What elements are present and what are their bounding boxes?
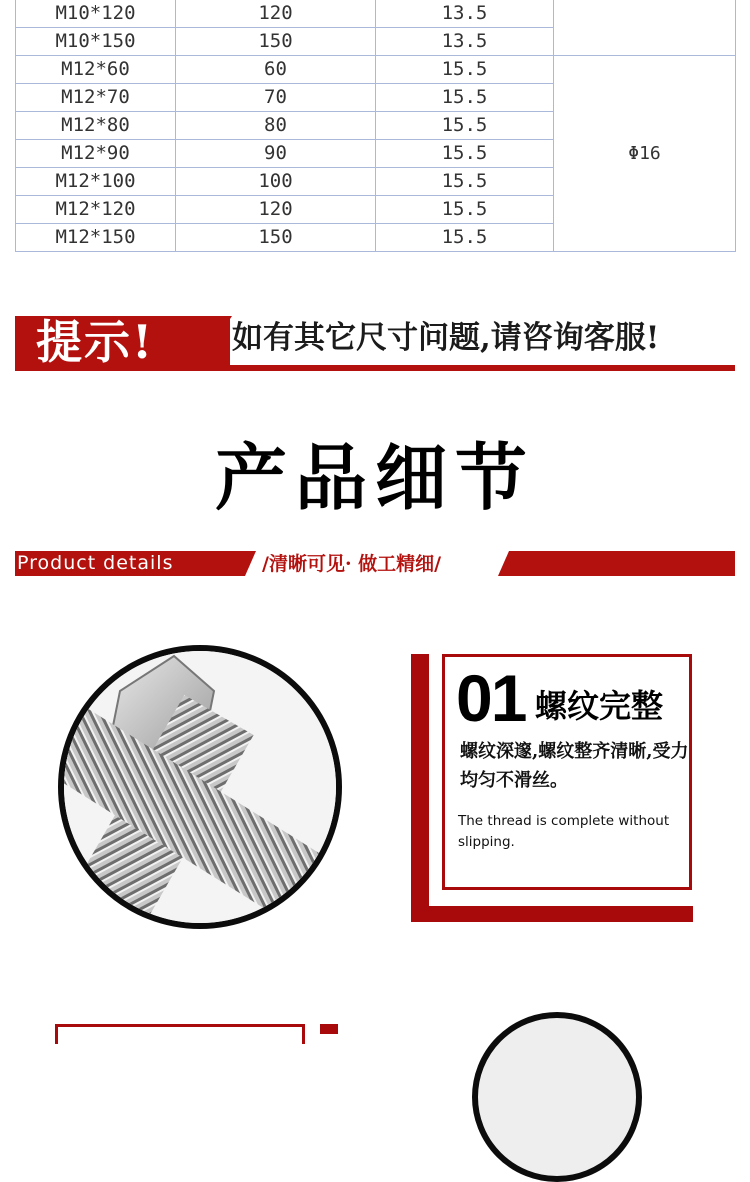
table-cell-head: 15.5 (376, 112, 554, 140)
feature-heading: 螺纹完整 (535, 687, 664, 725)
table-cell-model: M12*100 (16, 168, 176, 196)
table-cell-length: 70 (176, 84, 376, 112)
table-cell-model: M10*120 (16, 0, 176, 28)
bolt-thread-photo (58, 645, 342, 929)
details-bar-right-wedge (498, 551, 509, 576)
table-row (16, 0, 736, 28)
next-card-shadow (320, 1024, 338, 1034)
table-cell-model: M12*80 (16, 112, 176, 140)
table-cell-length: 100 (176, 168, 376, 196)
tip-banner-wedge (196, 316, 232, 371)
details-slogan: /清晰可见· 做工精细/ (262, 553, 442, 575)
table-cell-head: 15.5 (376, 56, 554, 84)
details-bar-left-wedge (245, 551, 256, 576)
table-cell-length: 60 (176, 56, 376, 84)
table-cell-length: 150 (176, 224, 376, 252)
tip-text: 如有其它尺寸问题,请咨询客服! (232, 320, 660, 356)
table-cell-note (554, 0, 736, 56)
table-cell-note: Φ16 (554, 56, 736, 252)
table-row (16, 56, 736, 84)
details-label-en: Product details (17, 552, 174, 574)
table-cell-model: M12*70 (16, 84, 176, 112)
next-card-frame (55, 1024, 305, 1044)
table-cell-head: 15.5 (376, 168, 554, 196)
table-cell-length: 120 (176, 0, 376, 28)
table-cell-length: 150 (176, 28, 376, 56)
feature-description-en: The thread is complete without slipping. (458, 813, 670, 850)
table-cell-model: M12*90 (16, 140, 176, 168)
table-cell-length: 80 (176, 112, 376, 140)
table-cell-head: 15.5 (376, 196, 554, 224)
table-cell-model: M10*150 (16, 28, 176, 56)
table-cell-head: 15.5 (376, 224, 554, 252)
feature-number: 01 (456, 661, 526, 735)
table-cell-model: M12*120 (16, 196, 176, 224)
feature-description-cn: 螺纹深邃,螺纹整齐清晰,受力均匀不滑丝。 (460, 741, 689, 791)
details-bar-right (509, 551, 735, 576)
spec-table (15, 0, 736, 252)
table-cell-head: 15.5 (376, 140, 554, 168)
table-cell-head: 15.5 (376, 84, 554, 112)
table-cell-model: M12*150 (16, 224, 176, 252)
table-cell-length: 90 (176, 140, 376, 168)
table-cell-head: 13.5 (376, 0, 554, 28)
next-photo-ring (472, 1012, 642, 1182)
section-title: 产品细节 (214, 436, 535, 520)
table-cell-model: M12*60 (16, 56, 176, 84)
tip-title: 提示! (36, 315, 155, 369)
table-cell-length: 120 (176, 196, 376, 224)
table-cell-head: 13.5 (376, 28, 554, 56)
